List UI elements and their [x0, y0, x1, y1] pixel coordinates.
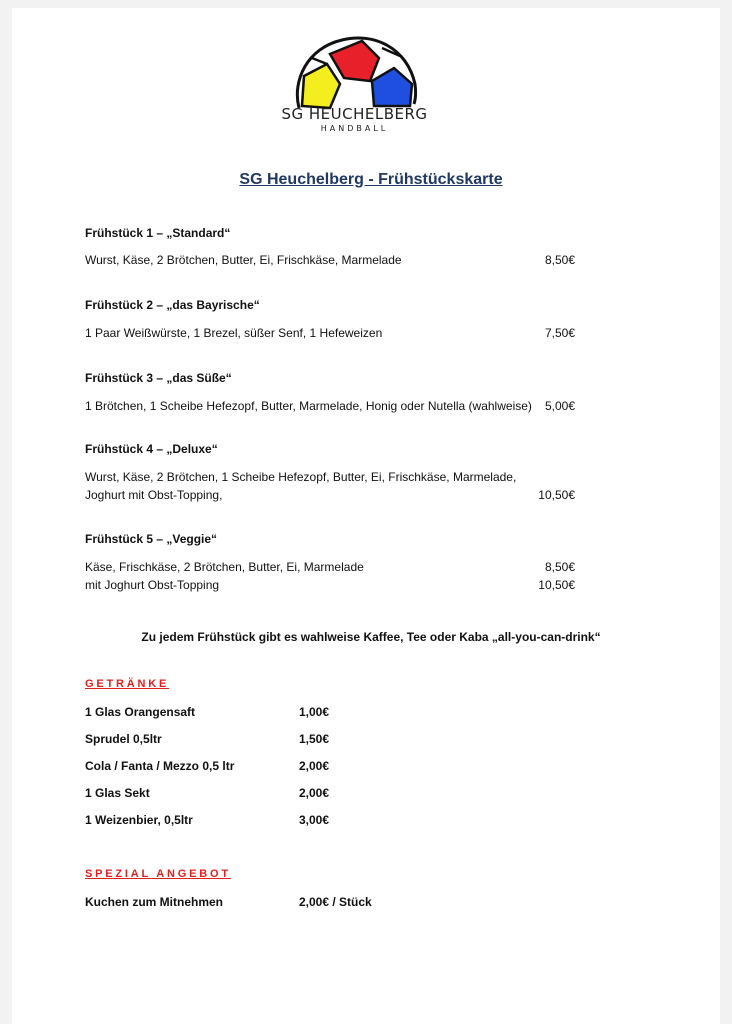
drink-item-price: 1,00€	[299, 705, 330, 719]
document-page	[12, 8, 720, 1024]
breakfast-5-description-line-2: mit Joghurt Obst-Topping	[85, 578, 220, 592]
breakfast-4-description-line-2: Joghurt mit Obst-Topping,	[85, 488, 223, 502]
breakfast-2-heading: Frühstück 2 – „das Bayrische“	[85, 298, 260, 312]
drink-item-price: 1,50€	[299, 732, 330, 746]
drink-item-price: 2,00€	[299, 786, 330, 800]
breakfast-3-price: 5,00€	[544, 399, 575, 413]
breakfast-3-heading: Frühstück 3 – „das Süße“	[85, 371, 232, 385]
breakfast-5-price-1: 8,50€	[544, 560, 575, 574]
special-offer-heading: SPEZIAL ANGEBOT	[85, 868, 231, 880]
drink-item-name: 1 Glas Orangensaft	[85, 705, 196, 719]
breakfast-1-heading: Frühstück 1 – „Standard“	[85, 226, 231, 240]
breakfast-4-heading: Frühstück 4 – „Deluxe“	[85, 442, 218, 456]
special-item-price: 2,00€ / Stück	[299, 895, 372, 909]
logo-club-name: SG HEUCHELBERG	[281, 105, 428, 123]
drink-item-name: Sprudel 0,5ltr	[85, 732, 162, 746]
breakfast-5-description-line-1: Käse, Frischkäse, 2 Brötchen, Butter, Ei, Marmelade	[85, 560, 364, 574]
drink-item-price: 2,00€	[299, 759, 330, 773]
special-item-name: Kuchen zum Mitnehmen	[85, 895, 224, 909]
drinks-section-heading: GETRÄNKE	[85, 678, 170, 690]
drinks-included-note: Zu jedem Frühstück gibt es wahlweise Kaffee, Tee oder Kaba „all-you-can-drink“	[141, 630, 601, 644]
breakfast-2-price: 7,50€	[544, 326, 575, 340]
drink-item-name: 1 Weizenbier, 0,5ltr	[85, 813, 193, 827]
breakfast-4-price: 10,50€	[538, 488, 575, 502]
breakfast-3-description: 1 Brötchen, 1 Scheibe Hefezopf, Butter, Marmelade, Honig oder Nutella (wahlweise)	[85, 399, 532, 413]
drink-item-name: Cola / Fanta / Mezzo 0,5 ltr	[85, 759, 235, 773]
logo-subtitle: HANDBALL	[320, 124, 389, 133]
breakfast-1-description: Wurst, Käse, 2 Brötchen, Butter, Ei, Frischkäse, Marmelade	[85, 253, 402, 267]
breakfast-5-heading: Frühstück 5 – „Veggie“	[85, 532, 218, 546]
breakfast-5-price-2: 10,50€	[538, 578, 575, 592]
drink-item-name: 1 Glas Sekt	[85, 786, 150, 800]
drink-item-price: 3,00€	[299, 813, 330, 827]
breakfast-4-description-line-1: Wurst, Käse, 2 Brötchen, 1 Scheibe Hefezopf, Butter, Ei, Frischkäse, Marmelade,	[85, 470, 517, 484]
breakfast-1-price: 8,50€	[544, 253, 575, 267]
page-title: SG Heuchelberg - Frühstückskarte	[239, 171, 503, 188]
breakfast-2-description: 1 Paar Weißwürste, 1 Brezel, süßer Senf, 1 Hefeweizen	[85, 326, 383, 340]
